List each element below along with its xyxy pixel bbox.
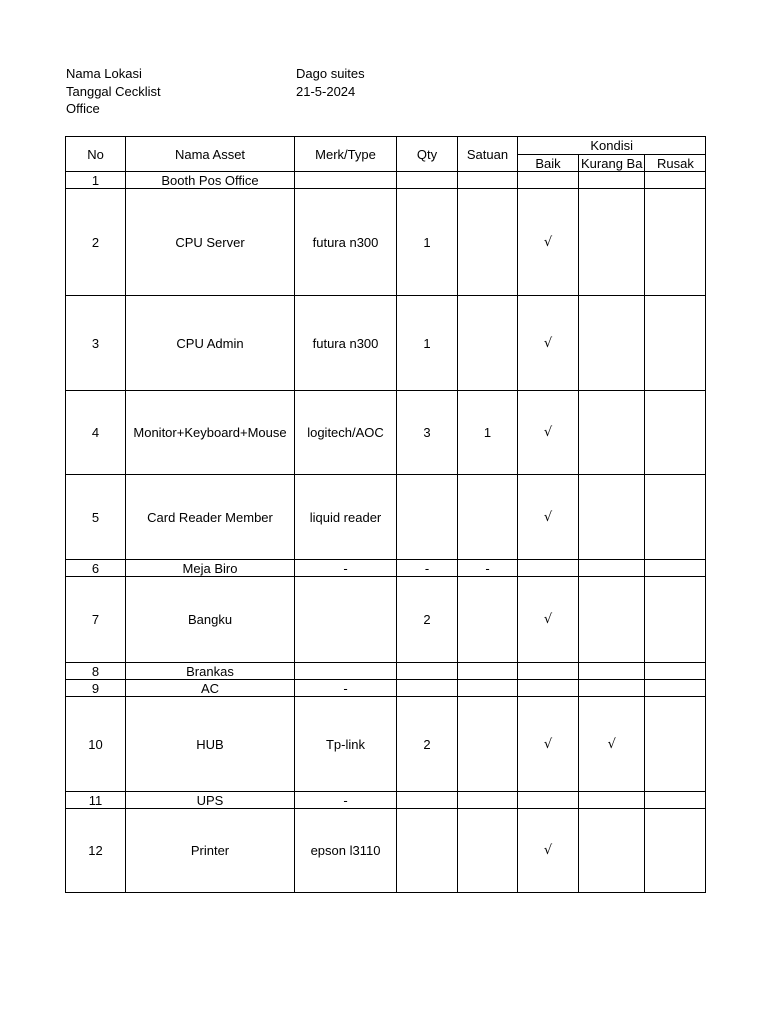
brand-type-cell — [295, 172, 397, 189]
asset-name-cell: Card Reader Member — [126, 475, 295, 560]
brand-type-cell: liquid reader — [295, 475, 397, 560]
table-row — [66, 577, 706, 663]
asset-name-cell: Meja Biro — [126, 560, 295, 577]
asset-name-cell: Printer — [126, 809, 295, 893]
row-number-cell: 5 — [66, 475, 126, 560]
header-good: Baik — [518, 155, 579, 172]
unit-cell — [458, 172, 518, 189]
table-body — [66, 137, 706, 893]
condition-good-cell: √ — [518, 189, 579, 296]
row-number-cell: 7 — [66, 577, 126, 663]
unit-cell — [458, 809, 518, 893]
unit-cell — [458, 189, 518, 296]
table-row — [66, 391, 706, 475]
table-row — [66, 296, 706, 391]
quantity-cell — [397, 172, 458, 189]
unit-cell: 1 — [458, 391, 518, 475]
condition-broken-cell — [645, 809, 706, 893]
condition-good-cell — [518, 680, 579, 697]
condition-broken-cell — [645, 475, 706, 560]
quantity-cell: 1 — [397, 189, 458, 296]
brand-type-cell — [295, 663, 397, 680]
asset-name-cell: CPU Server — [126, 189, 295, 296]
row-number-cell: 1 — [66, 172, 126, 189]
date-value: 21-5-2024 — [296, 84, 356, 99]
table-row — [66, 809, 706, 893]
condition-broken-cell — [645, 296, 706, 391]
table-row — [66, 697, 706, 792]
asset-name-cell: CPU Admin — [126, 296, 295, 391]
asset-name-cell: HUB — [126, 697, 295, 792]
condition-good-cell: √ — [518, 809, 579, 893]
condition-broken-cell — [645, 697, 706, 792]
unit-cell — [458, 792, 518, 809]
header-broken: Rusak — [645, 155, 706, 172]
condition-broken-cell — [645, 391, 706, 475]
condition-broken-cell — [645, 172, 706, 189]
quantity-cell — [397, 663, 458, 680]
header-unit: Satuan — [458, 137, 518, 172]
asset-name-cell: Monitor+Keyboard+Mouse — [126, 391, 295, 475]
header-row — [66, 137, 706, 155]
condition-fair-cell — [579, 391, 645, 475]
asset-name-cell: AC — [126, 680, 295, 697]
condition-good-cell — [518, 663, 579, 680]
quantity-cell — [397, 680, 458, 697]
brand-type-cell: epson l3110 — [295, 809, 397, 893]
row-number-cell: 10 — [66, 697, 126, 792]
quantity-cell — [397, 475, 458, 560]
condition-broken-cell — [645, 189, 706, 296]
table-row — [66, 189, 706, 296]
condition-good-cell: √ — [518, 577, 579, 663]
brand-type-cell: futura n300 — [295, 189, 397, 296]
header-asset-name: Nama Asset — [126, 137, 295, 172]
unit-cell — [458, 475, 518, 560]
condition-fair-cell — [579, 792, 645, 809]
condition-broken-cell — [645, 577, 706, 663]
condition-fair-cell — [579, 189, 645, 296]
condition-broken-cell — [645, 560, 706, 577]
condition-fair-cell — [579, 560, 645, 577]
condition-fair-cell — [579, 680, 645, 697]
condition-good-cell — [518, 172, 579, 189]
brand-type-cell — [295, 577, 397, 663]
row-number-cell: 9 — [66, 680, 126, 697]
condition-fair-cell: √ — [579, 697, 645, 792]
unit-cell — [458, 296, 518, 391]
table-row — [66, 663, 706, 680]
brand-type-cell: logitech/AOC — [295, 391, 397, 475]
condition-good-cell: √ — [518, 697, 579, 792]
row-number-cell: 3 — [66, 296, 126, 391]
header-brand-type: Merk/Type — [295, 137, 397, 172]
quantity-cell: 2 — [397, 577, 458, 663]
quantity-cell — [397, 809, 458, 893]
quantity-cell: 2 — [397, 697, 458, 792]
quantity-cell — [397, 792, 458, 809]
location-value: Dago suites — [296, 66, 365, 81]
table-row — [66, 560, 706, 577]
quantity-cell: - — [397, 560, 458, 577]
brand-type-cell: futura n300 — [295, 296, 397, 391]
condition-broken-cell — [645, 680, 706, 697]
asset-name-cell: Bangku — [126, 577, 295, 663]
area-label: Office — [66, 101, 100, 116]
brand-type-cell: Tp-link — [295, 697, 397, 792]
condition-fair-cell — [579, 577, 645, 663]
quantity-cell: 1 — [397, 296, 458, 391]
date-label: Tanggal Cecklist — [66, 84, 161, 99]
condition-fair-cell — [579, 475, 645, 560]
location-label: Nama Lokasi — [66, 66, 142, 81]
brand-type-cell: - — [295, 792, 397, 809]
table-row — [66, 680, 706, 697]
table-row — [66, 475, 706, 560]
row-number-cell: 2 — [66, 189, 126, 296]
header-fair: Kurang Ba — [579, 155, 645, 172]
condition-fair-cell — [579, 663, 645, 680]
unit-cell: - — [458, 560, 518, 577]
row-number-cell: 8 — [66, 663, 126, 680]
unit-cell — [458, 577, 518, 663]
condition-broken-cell — [645, 792, 706, 809]
asset-checklist-table — [65, 136, 706, 893]
condition-good-cell: √ — [518, 296, 579, 391]
asset-name-cell: Booth Pos Office — [126, 172, 295, 189]
asset-name-cell: UPS — [126, 792, 295, 809]
unit-cell — [458, 680, 518, 697]
row-number-cell: 11 — [66, 792, 126, 809]
row-number-cell: 12 — [66, 809, 126, 893]
condition-good-cell: √ — [518, 475, 579, 560]
brand-type-cell: - — [295, 680, 397, 697]
condition-fair-cell — [579, 296, 645, 391]
asset-name-cell: Brankas — [126, 663, 295, 680]
row-number-cell: 4 — [66, 391, 126, 475]
condition-good-cell — [518, 792, 579, 809]
condition-broken-cell — [645, 663, 706, 680]
header-qty: Qty — [397, 137, 458, 172]
header-condition: Kondisi — [518, 137, 706, 155]
table-row — [66, 172, 706, 189]
condition-good-cell — [518, 560, 579, 577]
condition-good-cell: √ — [518, 391, 579, 475]
table-row — [66, 792, 706, 809]
brand-type-cell: - — [295, 560, 397, 577]
condition-fair-cell — [579, 809, 645, 893]
unit-cell — [458, 663, 518, 680]
header-no: No — [66, 137, 126, 172]
unit-cell — [458, 697, 518, 792]
condition-fair-cell — [579, 172, 645, 189]
row-number-cell: 6 — [66, 560, 126, 577]
quantity-cell: 3 — [397, 391, 458, 475]
